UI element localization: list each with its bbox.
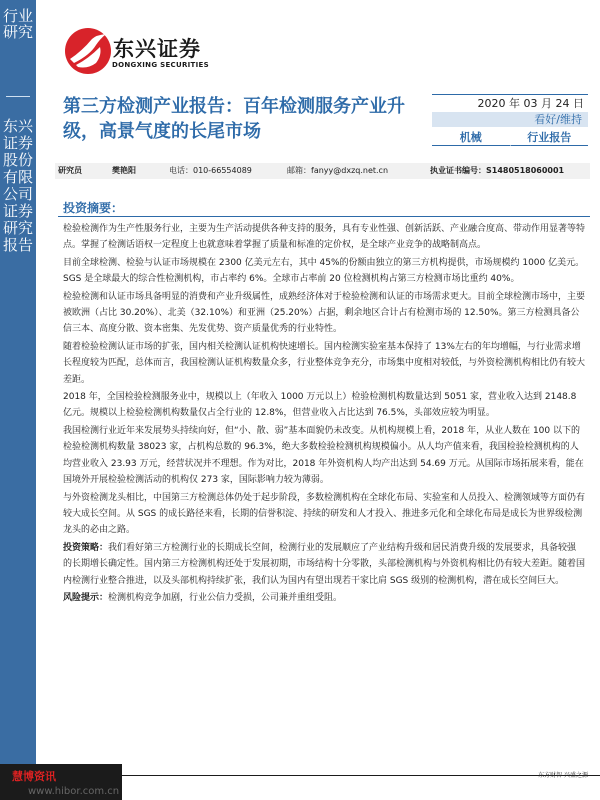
analyst-email: 邮箱：fanyy@dxzq.net.cn — [287, 166, 389, 175]
summary-heading: 投资摘要： — [63, 201, 124, 215]
paragraph: 随着检验检测认证市场的扩张，国内相关检测认证机构快速增长。国内检测实验室基本保持了 13%左右的年均增幅，与行业需求增长程度较为匹配，总体而言，我国检测认证机构数量众多，行业整体竞争充分，市场集中度相对较低，与外资检测机构相比仍有较大差距。 — [63, 341, 586, 385]
paragraph: 2018 年，全国检验检测服务业中，规模以上（年收入 1000 万元以上）检验检测机构数量达到 5051 家，营业收入达到 2148.8 亿元。规模以上检验检测机构数量仅占全行业的 12.8%，但营业收入占比达到 76.5%，头部效应较为明显。 — [63, 392, 577, 419]
report-tags — [432, 130, 588, 146]
tag-industry: 机械 — [432, 130, 510, 146]
footer-rule — [122, 775, 600, 776]
sidebar-company: 东兴证券股份有限公司证券研究报告 — [2, 117, 33, 254]
footer-slogan: 东方财智 兴盛之源 — [538, 772, 588, 779]
footer-brand: 慧博资讯 — [12, 770, 56, 783]
paragraph: 检验检测作为生产性服务行业，主要为生产活动提供各种支持的服务，具有专业性强、创新活跃、产业融合度高、带动作用显著等特点。掌握了检测话语权一定程度上也就意味着掌握了质量和标准的定价权，是全球产业竞争的战略制高点。 — [63, 224, 586, 251]
analyst-name: 樊艳阳 — [112, 166, 136, 175]
report-date: 2020 年 03 月 24 日 — [432, 94, 588, 110]
paragraph: 与外资检测龙头相比，中国第三方检测总体仍处于起步阶段，多数检测机构在全球化布局、实验室和人员投入、检测领域等方面仍有较大成长空间。从 SGS 的成长路径来看，长期的信誉积淀、持续的研发和人才投入、推进多元化和全球化布局是成长为世界级检测龙头的必由之路。 — [63, 492, 586, 536]
investment-strategy: 投资策略：我们看好第三方检测行业的长期成长空间，检测行业的发展顺应了产业结构升级和居民消费升级的发展要求，具备较强的长期增长确定性。国内第三方检测机构还处于发展初期，市场结构十分零散，头部检测机构与外资机构相比仍有较大差距。随着国内检测行业整合推进，以及头部机构持续扩张，我们认为国内有望出现若干家比肩 SGS 级别的检测机构，潜在成长空间巨大。 — [63, 542, 586, 586]
tag-report-type: 行业报告 — [510, 130, 589, 146]
risk-warning: 风险提示：检测机构竞争加剧，行业公信力受损，公司兼并重组受阻。 — [63, 592, 343, 603]
sidebar-category: 行业研究 — [2, 7, 33, 41]
analyst-info-row — [55, 163, 590, 179]
analyst-phone: 电话：010-66554089 — [169, 166, 252, 175]
logo-subtitle: DONGXING SECURITIES — [112, 61, 209, 69]
report-title: 第三方检测产业报告：百年检测服务产业升级，高景气度的长尾市场 — [63, 96, 405, 142]
rating-badge: 看好/维持 — [432, 112, 588, 127]
analyst-license: 执业证书编号：S1480518060001 — [430, 166, 565, 175]
report-meta — [432, 94, 588, 146]
left-sidebar — [0, 0, 36, 800]
logo-name: 东兴证券 — [113, 37, 201, 61]
analyst-role: 研究员 — [58, 166, 82, 175]
paragraph: 我国检测行业近年来发展势头持续向好，但“小、散、弱”基本面貌仍未改变。从机构规模上看，2018 年，从业人数在 100 以下的检验检测机构数量 38023 家，占机构总数的 96.3%，绝大多数检验检测机构规模偏小。从人均产值来看，我国检验检测机构的人均营业收入 23.93 万元，经营状况并不理想。作为对比，2018 年外资机构人均产出达到 54.69 万元。从国际市场拓展来看，能在国境外开展检验检测活动的机构仅 273 家，国际影响力较为薄弱。 — [63, 425, 584, 486]
paragraph: 检验检测和认证市场具备明显的消费和产业升级属性，成熟经济体对于检验检测和认证的市场需求更大。目前全球检测市场中，主要被欧洲（占比 30.20%）、北美（32.10%）和亚洲（25.20%）占据，剩余地区合计占有检测市场的 12.50%。第三方检测具备公信三本、高度分散、资本密集、先发优势、资产质量优秀的行业特性。 — [63, 291, 586, 335]
footer-watermark: www.hibor.com.cn — [28, 786, 120, 797]
summary-body — [63, 221, 585, 607]
summary-divider — [58, 216, 590, 217]
paragraph: 目前全球检测、检验与认证市场规模在 2300 亿美元左右，其中 45%的份额由独立的第三方机构提供，市场规模约 1000 亿美元。SGS 是全球最大的综合性检测机构，市占率约 6%。全球市占率前 20 位检测机构占第三方检测市场比重约 40%。 — [63, 257, 585, 285]
sidebar-divider — [6, 96, 30, 97]
